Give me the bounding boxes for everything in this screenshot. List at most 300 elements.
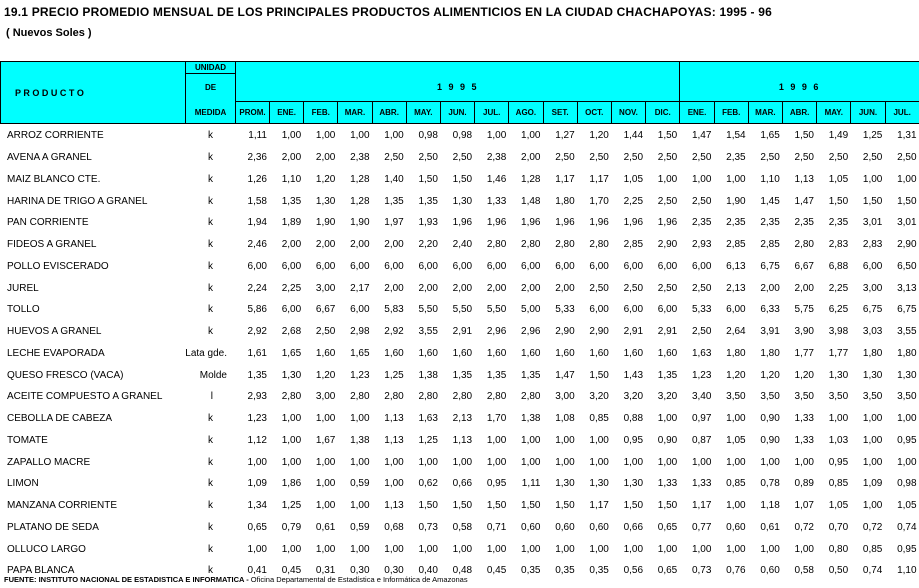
price-cell: 2,50 xyxy=(589,152,609,164)
price-cell: 1,61 xyxy=(247,347,267,359)
price-cell: 1,35 xyxy=(657,369,678,381)
price-cell: 2,50 xyxy=(828,152,849,164)
price-cell: 1,25 xyxy=(418,434,438,446)
price-cell: 1,00 xyxy=(726,456,746,468)
price-cell: 1,20 xyxy=(760,369,780,381)
price-cell: 1,13 xyxy=(794,173,814,185)
header-month-1995: ABR. xyxy=(372,102,406,124)
price-cell: 1,50 xyxy=(452,173,473,185)
price-cell: 1,00 xyxy=(418,456,438,468)
price-cell: 1,00 xyxy=(555,434,575,446)
price-cell: 2,50 xyxy=(315,326,336,338)
header-month-1995: MAY. xyxy=(406,102,440,124)
price-cell: 0,98 xyxy=(897,478,917,490)
product-name: ACEITE COMPUESTO A GRANEL xyxy=(7,391,163,403)
price-cell: 1,50 xyxy=(418,500,438,512)
table-row xyxy=(0,451,919,473)
price-cell: 3,90 xyxy=(794,326,814,338)
price-cell: 1,00 xyxy=(350,413,370,425)
header-month-1995: DIC. xyxy=(646,102,680,124)
header-month-1995: MAR. xyxy=(338,102,372,124)
price-cell: 0,87 xyxy=(691,434,712,446)
source-footnote xyxy=(4,575,468,584)
price-cell: 1,17 xyxy=(589,173,609,185)
price-cell: 2,35 xyxy=(691,217,712,229)
price-cell: 0,45 xyxy=(281,565,302,577)
price-cell: 1,90 xyxy=(350,217,370,229)
price-cell: 1,00 xyxy=(657,173,678,185)
price-cell: 2,00 xyxy=(486,282,507,294)
price-cell: 1,11 xyxy=(521,478,541,490)
price-cell: 2,98 xyxy=(350,326,370,338)
price-cell: 1,20 xyxy=(794,369,814,381)
price-cell: 1,97 xyxy=(384,217,404,229)
price-cell: 1,00 xyxy=(862,456,883,468)
price-cell: 1,50 xyxy=(794,130,814,142)
price-cell: 2,50 xyxy=(418,152,438,164)
price-cell: 0,74 xyxy=(897,521,917,533)
price-cell: 1,00 xyxy=(486,434,507,446)
price-cell: 1,11 xyxy=(248,130,267,142)
price-cell: 1,30 xyxy=(623,478,644,490)
price-cell: 1,17 xyxy=(555,173,575,185)
price-cell: 0,90 xyxy=(657,434,678,446)
price-cell: 6,25 xyxy=(828,304,849,316)
price-cell: 1,54 xyxy=(726,130,746,142)
price-cell: 1,46 xyxy=(486,173,507,185)
price-cell: 2,35 xyxy=(794,217,814,229)
price-cell: 1,13 xyxy=(384,500,404,512)
price-cell: 2,36 xyxy=(247,152,267,164)
price-cell: 1,70 xyxy=(486,413,507,425)
price-cell: 0,72 xyxy=(794,521,814,533)
price-cell: 1,40 xyxy=(384,173,404,185)
price-cell: 1,00 xyxy=(726,173,746,185)
price-cell: 3,50 xyxy=(828,391,849,403)
product-name: CEBOLLA DE CABEZA xyxy=(7,413,113,425)
price-cell: 1,00 xyxy=(486,543,507,555)
price-cell: 3,50 xyxy=(794,391,814,403)
price-cell: 2,50 xyxy=(691,282,712,294)
price-cell: 1,05 xyxy=(828,173,849,185)
price-cell: 1,20 xyxy=(589,130,609,142)
product-name: ARROZ CORRIENTE xyxy=(7,130,104,142)
price-cell: 2,25 xyxy=(623,195,644,207)
price-cell: 6,00 xyxy=(589,304,609,316)
price-cell: 1,89 xyxy=(281,217,302,229)
price-cell: 1,47 xyxy=(691,130,712,142)
unit-of-measure: k xyxy=(208,326,213,338)
price-cell: 6,50 xyxy=(897,260,917,272)
price-cell: 2,00 xyxy=(452,282,473,294)
table-row xyxy=(0,386,919,408)
price-cell: 1,26 xyxy=(247,173,267,185)
price-cell: 1,96 xyxy=(589,217,609,229)
price-cell: 5,33 xyxy=(691,304,712,316)
price-cell: 6,00 xyxy=(589,260,609,272)
price-cell: 6,00 xyxy=(418,260,438,272)
price-cell: 0,71 xyxy=(486,521,507,533)
price-cell: 0,90 xyxy=(760,413,780,425)
price-cell: 1,00 xyxy=(726,500,746,512)
price-cell: 1,13 xyxy=(384,434,404,446)
price-cell: 1,00 xyxy=(555,543,575,555)
price-cell: 1,65 xyxy=(281,347,302,359)
price-cell: 2,83 xyxy=(862,239,883,251)
price-cell: 1,60 xyxy=(384,347,404,359)
unit-of-measure: Molde xyxy=(199,369,227,381)
price-cell: 1,50 xyxy=(555,500,575,512)
price-cell: 3,50 xyxy=(862,391,883,403)
price-cell: 1,25 xyxy=(281,500,302,512)
price-cell: 6,00 xyxy=(726,304,746,316)
price-cell: 1,00 xyxy=(281,543,302,555)
table-row xyxy=(0,538,919,560)
price-cell: 6,00 xyxy=(350,260,370,272)
product-name: PAPA BLANCA xyxy=(7,565,75,577)
price-cell: 1,00 xyxy=(350,543,370,555)
unit-of-measure: k xyxy=(208,282,213,294)
price-cell: 1,35 xyxy=(486,369,507,381)
price-cell: 3,13 xyxy=(897,282,917,294)
price-cell: 1,00 xyxy=(657,413,678,425)
price-cell: 1,30 xyxy=(452,195,473,207)
price-cell: 1,33 xyxy=(657,478,678,490)
price-cell: 1,96 xyxy=(486,217,507,229)
price-cell: 1,23 xyxy=(691,369,712,381)
header-producto: P R O D U C T O xyxy=(1,62,186,124)
table-row xyxy=(0,321,919,343)
price-cell: 1,28 xyxy=(521,173,541,185)
price-cell: 1,00 xyxy=(486,456,507,468)
price-cell: 1,49 xyxy=(828,130,849,142)
header-year-1996-band xyxy=(680,62,919,74)
price-cell: 2,00 xyxy=(315,239,336,251)
price-cell: 6,00 xyxy=(452,260,473,272)
price-cell: 2,80 xyxy=(794,239,814,251)
header-year-1995: 1 9 9 5 xyxy=(236,74,680,102)
header-month-1995: ENE. xyxy=(270,102,304,124)
price-cell: 2,00 xyxy=(384,239,404,251)
price-cell: 2,00 xyxy=(760,282,780,294)
price-cell: 1,60 xyxy=(315,347,336,359)
header-month-1995: NOV. xyxy=(611,102,645,124)
price-cell: 1,70 xyxy=(589,195,609,207)
price-cell: 2,00 xyxy=(794,282,814,294)
product-name: AVENA A GRANEL xyxy=(7,152,92,164)
price-cell: 2,85 xyxy=(726,239,746,251)
price-cell: 2,50 xyxy=(862,152,883,164)
price-cell: 1,00 xyxy=(281,434,302,446)
price-cell: 6,00 xyxy=(384,260,404,272)
price-cell: 1,35 xyxy=(452,369,473,381)
price-cell: 2,80 xyxy=(281,391,302,403)
unit-of-measure: k xyxy=(208,260,213,272)
price-cell: 0,35 xyxy=(555,565,575,577)
price-cell: 2,00 xyxy=(315,152,336,164)
price-cell: 0,68 xyxy=(384,521,404,533)
unit-of-measure: k xyxy=(208,304,213,316)
price-cell: 3,50 xyxy=(726,391,746,403)
price-cell: 1,00 xyxy=(315,543,336,555)
price-cell: 1,48 xyxy=(521,195,541,207)
price-cell: 0,61 xyxy=(760,521,780,533)
price-cell: 0,66 xyxy=(623,521,644,533)
price-cell: 0,30 xyxy=(384,565,404,577)
price-cell: 1,17 xyxy=(691,500,712,512)
price-cell: 6,00 xyxy=(281,260,302,272)
price-cell: 0,70 xyxy=(828,521,849,533)
product-name: JUREL xyxy=(7,282,39,294)
price-cell: 0,95 xyxy=(623,434,644,446)
price-cell: 3,40 xyxy=(691,391,712,403)
price-cell: 1,25 xyxy=(862,130,883,142)
price-cell: 2,80 xyxy=(555,239,575,251)
price-cell: 1,28 xyxy=(350,195,370,207)
price-cell: 1,96 xyxy=(521,217,541,229)
price-cell: 5,75 xyxy=(794,304,814,316)
price-cell: 1,00 xyxy=(657,456,678,468)
price-cell: 1,00 xyxy=(384,456,404,468)
unit-of-measure: k xyxy=(208,434,213,446)
price-cell: 1,93 xyxy=(418,217,438,229)
price-cell: 2,85 xyxy=(760,239,780,251)
price-cell: 0,61 xyxy=(315,521,336,533)
price-cell: 2,85 xyxy=(623,239,644,251)
unit-of-measure: k xyxy=(208,500,213,512)
price-cell: 0,95 xyxy=(897,434,917,446)
price-cell: 5,00 xyxy=(521,304,541,316)
header-year-1995-band xyxy=(236,62,680,74)
price-cell: 1,80 xyxy=(862,347,883,359)
price-cell: 1,00 xyxy=(384,543,404,555)
product-name: ZAPALLO MACRE xyxy=(7,456,91,468)
product-name: FIDEOS A GRANEL xyxy=(7,239,97,251)
price-cell: 1,00 xyxy=(691,173,712,185)
price-cell: 1,00 xyxy=(897,456,917,468)
price-cell: 0,60 xyxy=(760,565,780,577)
price-cell: 2,00 xyxy=(384,282,404,294)
price-cell: 1,09 xyxy=(247,478,267,490)
price-cell: 1,27 xyxy=(555,130,575,142)
price-cell: 1,00 xyxy=(384,478,404,490)
price-cell: 1,80 xyxy=(726,347,746,359)
price-cell: 5,33 xyxy=(555,304,575,316)
page-subtitle: ( Nuevos Soles ) xyxy=(6,27,92,39)
header-unidad-top: UNIDAD xyxy=(186,62,236,74)
unit-of-measure: k xyxy=(208,521,213,533)
price-cell: 6,00 xyxy=(862,260,883,272)
price-cell: 1,00 xyxy=(794,543,814,555)
price-cell: 2,00 xyxy=(281,152,302,164)
price-cell: 0,85 xyxy=(828,478,849,490)
price-cell: 6,00 xyxy=(281,304,302,316)
price-cell: 1,18 xyxy=(760,500,780,512)
price-cell: 1,50 xyxy=(862,195,883,207)
price-cell: 1,00 xyxy=(315,500,336,512)
product-name: OLLUCO LARGO xyxy=(7,543,86,555)
price-cell: 2,00 xyxy=(521,152,541,164)
price-cell: 2,50 xyxy=(691,152,712,164)
product-name: HUEVOS A GRANEL xyxy=(7,326,102,338)
price-cell: 2,50 xyxy=(452,152,473,164)
table-row xyxy=(0,125,919,147)
price-cell: 0,90 xyxy=(760,434,780,446)
price-cell: 2,50 xyxy=(623,152,644,164)
price-cell: 3,03 xyxy=(862,326,883,338)
price-cell: 1,00 xyxy=(281,456,302,468)
price-cell: 2,50 xyxy=(691,195,712,207)
price-cell: 5,86 xyxy=(247,304,267,316)
price-cell: 6,67 xyxy=(315,304,336,316)
price-cell: 2,38 xyxy=(350,152,370,164)
price-cell: 6,00 xyxy=(521,260,541,272)
header-year-1996: 1 9 9 6 xyxy=(680,74,919,102)
price-cell: 0,58 xyxy=(452,521,473,533)
price-cell: 1,35 xyxy=(281,195,302,207)
header-month-1996: JUN. xyxy=(851,102,885,124)
unit-of-measure: k xyxy=(208,195,213,207)
price-cell: 1,47 xyxy=(794,195,814,207)
price-cell: 2,80 xyxy=(452,391,473,403)
price-cell: 0,95 xyxy=(897,543,917,555)
price-cell: 0,66 xyxy=(452,478,473,490)
price-cell: 1,33 xyxy=(794,413,814,425)
price-cell: 1,00 xyxy=(315,413,336,425)
price-cell: 1,23 xyxy=(350,369,370,381)
price-cell: 2,35 xyxy=(726,217,746,229)
price-cell: 1,80 xyxy=(897,347,917,359)
unit-of-measure: k xyxy=(208,239,213,251)
header-month-1995: PROM. xyxy=(236,102,270,124)
price-cell: 1,34 xyxy=(247,500,267,512)
price-cell: 1,00 xyxy=(828,413,849,425)
price-cell: 6,13 xyxy=(726,260,746,272)
price-cell: 2,64 xyxy=(726,326,746,338)
price-cell: 1,94 xyxy=(247,217,267,229)
price-cell: 1,60 xyxy=(452,347,473,359)
price-cell: 2,90 xyxy=(555,326,575,338)
price-cell: 1,07 xyxy=(794,500,814,512)
price-cell: 1,50 xyxy=(418,173,438,185)
price-cell: 2,35 xyxy=(828,217,849,229)
price-cell: 6,00 xyxy=(691,260,712,272)
price-cell: 1,30 xyxy=(589,478,609,490)
price-cell: 0,95 xyxy=(828,456,849,468)
price-cell: 1,00 xyxy=(247,543,267,555)
product-name: PLATANO DE SEDA xyxy=(7,521,99,533)
price-cell: 1,00 xyxy=(350,130,370,142)
unit-of-measure: k xyxy=(208,565,213,577)
price-cell: 1,65 xyxy=(350,347,370,359)
price-cell: 3,00 xyxy=(555,391,575,403)
price-cell: 1,30 xyxy=(555,478,575,490)
price-cell: 2,50 xyxy=(691,326,712,338)
price-cell: 1,30 xyxy=(281,369,302,381)
price-cell: 3,55 xyxy=(897,326,917,338)
price-cell: 1,50 xyxy=(452,500,473,512)
price-cell: 2,96 xyxy=(521,326,541,338)
price-cell: 1,50 xyxy=(486,500,507,512)
price-cell: 2,50 xyxy=(384,152,404,164)
price-cell: 2,35 xyxy=(726,152,746,164)
price-cell: 0,98 xyxy=(452,130,473,142)
price-cell: 6,67 xyxy=(794,260,814,272)
product-name: QUESO FRESCO (VACA) xyxy=(7,369,124,381)
price-cell: 1,35 xyxy=(247,369,267,381)
price-cell: 6,00 xyxy=(315,260,336,272)
price-cell: 1,00 xyxy=(657,543,678,555)
price-cell: 2,00 xyxy=(350,239,370,251)
price-cell: 1,47 xyxy=(555,369,575,381)
price-cell: 6,00 xyxy=(350,304,370,316)
product-name: PAN CORRIENTE xyxy=(7,217,89,229)
price-cell: 1,63 xyxy=(691,347,712,359)
price-cell: 6,00 xyxy=(623,304,644,316)
price-cell: 3,00 xyxy=(862,282,883,294)
price-cell: 1,60 xyxy=(555,347,575,359)
price-cell: 1,00 xyxy=(897,413,917,425)
price-cell: 1,80 xyxy=(555,195,575,207)
price-cell: 2,68 xyxy=(281,326,302,338)
price-cell: 2,83 xyxy=(828,239,849,251)
price-cell: 0,79 xyxy=(281,521,302,533)
header-month-1995: FEB. xyxy=(304,102,338,124)
price-cell: 1,80 xyxy=(760,347,780,359)
price-cell: 1,20 xyxy=(315,173,336,185)
price-cell: 2,92 xyxy=(247,326,267,338)
price-cell: 1,00 xyxy=(521,456,541,468)
price-cell: 1,58 xyxy=(247,195,267,207)
product-name: HARINA DE TRIGO A GRANEL xyxy=(7,195,148,207)
price-cell: 0,77 xyxy=(691,521,712,533)
price-cell: 1,00 xyxy=(589,456,609,468)
price-cell: 1,03 xyxy=(828,434,849,446)
price-cell: 0,80 xyxy=(828,543,849,555)
price-cell: 5,50 xyxy=(452,304,473,316)
price-cell: 1,20 xyxy=(726,369,746,381)
price-cell: 5,83 xyxy=(384,304,404,316)
price-cell: 0,73 xyxy=(418,521,438,533)
price-cell: 2,35 xyxy=(760,217,780,229)
price-cell: 1,77 xyxy=(828,347,849,359)
price-cell: 1,00 xyxy=(589,543,609,555)
price-cell: 2,20 xyxy=(418,239,438,251)
price-cell: 1,86 xyxy=(281,478,302,490)
price-cell: 5,50 xyxy=(486,304,507,316)
price-cell: 1,00 xyxy=(315,456,336,468)
price-cell: 1,05 xyxy=(623,173,644,185)
price-cell: 6,00 xyxy=(657,304,678,316)
price-cell: 1,00 xyxy=(760,456,780,468)
price-cell: 2,90 xyxy=(589,326,609,338)
price-cell: 6,75 xyxy=(760,260,780,272)
price-cell: 2,80 xyxy=(521,391,541,403)
header-month-1995: OCT. xyxy=(577,102,611,124)
header-month-1996: JUL. xyxy=(885,102,919,124)
price-cell: 1,00 xyxy=(452,543,473,555)
price-cell: 6,00 xyxy=(247,260,267,272)
price-cell: 1,38 xyxy=(350,434,370,446)
price-cell: 0,50 xyxy=(828,565,849,577)
price-cell: 3,20 xyxy=(657,391,678,403)
price-cell: 1,00 xyxy=(760,543,780,555)
price-cell: 1,00 xyxy=(247,456,267,468)
price-cell: 2,80 xyxy=(521,239,541,251)
price-cell: 1,96 xyxy=(623,217,644,229)
price-cell: 1,00 xyxy=(521,543,541,555)
price-cell: 1,50 xyxy=(897,195,917,207)
